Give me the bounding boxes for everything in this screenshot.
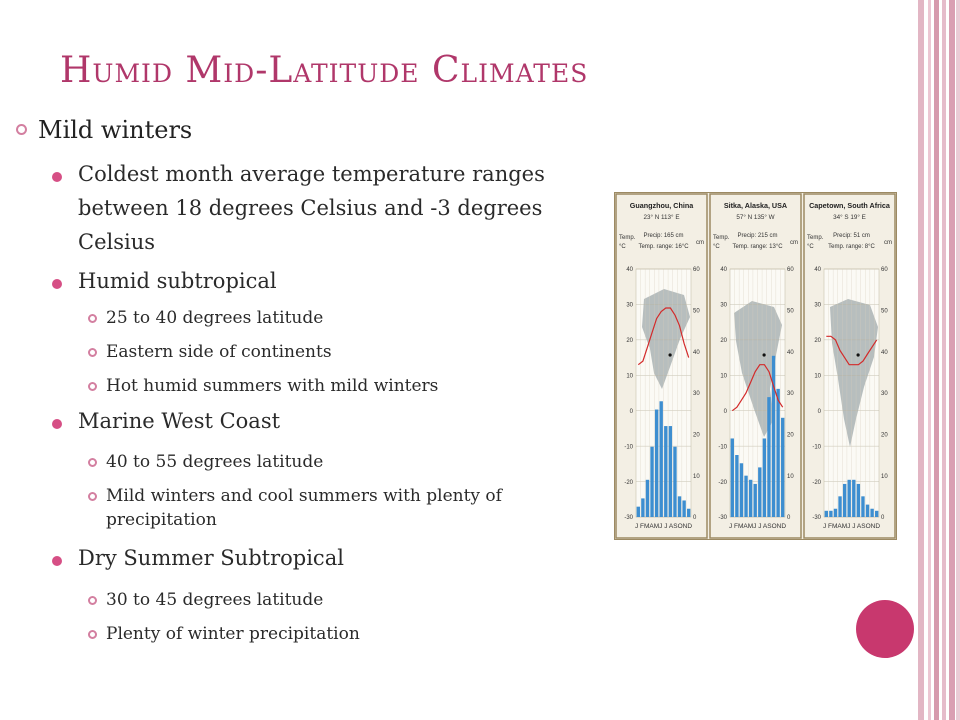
station-coords: 34° S 19° E xyxy=(833,214,866,221)
precip-tick-label: 60 xyxy=(787,267,794,274)
temp-tick-label: 40 xyxy=(720,267,727,274)
bullet-ring xyxy=(88,630,97,639)
precip-tick-label: 50 xyxy=(881,308,888,315)
precip-tick-label: 30 xyxy=(693,391,700,398)
sub-item: 40 to 55 degrees latitude xyxy=(106,452,324,472)
bullet-ring xyxy=(88,596,97,605)
precip-axis-unit: cm xyxy=(884,240,892,246)
temp-tick-label: -10 xyxy=(718,444,727,451)
precip-bar xyxy=(682,500,685,517)
dry-summer-subtropical-label: Dry Summer Subtropical xyxy=(78,546,344,570)
precip-tick-label: 20 xyxy=(693,432,700,439)
temp-axis-unit: °C xyxy=(619,244,626,250)
precip-bar xyxy=(731,438,734,517)
bullet-dot xyxy=(52,556,62,566)
humid-subtropical-label: Humid subtropical xyxy=(78,269,277,293)
precip-tick-label: 10 xyxy=(881,473,888,480)
precip-tick-label: 50 xyxy=(693,308,700,315)
precip-bar xyxy=(870,509,873,517)
precip-bar xyxy=(669,426,672,517)
temp-tick-label: 20 xyxy=(720,338,727,345)
edge-stripe xyxy=(942,0,946,720)
precip-bar xyxy=(655,410,658,517)
temp-tick-label: 40 xyxy=(626,267,633,274)
precip-tick-label: 30 xyxy=(881,391,888,398)
station-temp-range: Temp. range: 8°C xyxy=(828,244,875,250)
edge-stripe xyxy=(928,0,931,720)
precip-bar xyxy=(749,480,752,517)
temp-tick-label: -20 xyxy=(812,479,821,486)
edge-stripe xyxy=(918,0,924,720)
precip-bar xyxy=(641,498,644,517)
precip-tick-label: 30 xyxy=(787,391,794,398)
temp-axis-label: Temp. xyxy=(713,235,730,241)
precip-bar xyxy=(776,389,779,517)
bullet-ring xyxy=(88,458,97,467)
precip-bar xyxy=(678,496,681,517)
temp-axis-label: Temp. xyxy=(619,235,636,241)
precip-bar xyxy=(758,467,761,517)
temp-tick-label: 10 xyxy=(720,373,727,380)
precip-bar xyxy=(781,418,784,517)
precip-bar xyxy=(843,484,846,517)
coldest-month-text: Coldest month average temperature ranges between 18 degrees Celsius and -3 degrees Celsius xyxy=(78,162,545,254)
station-temp-range: Temp. range: 16°C xyxy=(638,244,689,250)
precip-bar xyxy=(852,480,855,517)
precip-bar xyxy=(848,480,851,517)
precip-bar xyxy=(861,496,864,517)
climographs-figure xyxy=(614,192,897,540)
precip-bar xyxy=(829,511,832,517)
temp-tick-label: -20 xyxy=(624,479,633,486)
precip-bar xyxy=(740,463,743,517)
sub-item: 25 to 40 degrees latitude xyxy=(106,308,324,328)
station-marker xyxy=(669,353,672,356)
station-name: Guangzhou, China xyxy=(629,201,694,210)
station-coords: 57° N 135° W xyxy=(736,214,775,221)
bullet-ring xyxy=(88,348,97,357)
month-labels: J FMAMJ J ASOND xyxy=(634,523,693,530)
temp-tick-label: 30 xyxy=(626,302,633,309)
month-labels: J FMAMJ J ASOND xyxy=(728,523,787,530)
slide-title: Humid Mid-Latitude Climates xyxy=(60,50,589,91)
month-labels: J FMAMJ J ASOND xyxy=(822,523,881,530)
precip-bar xyxy=(687,509,690,517)
precip-bar xyxy=(664,426,667,517)
edge-stripe xyxy=(956,0,960,720)
temp-tick-label: 30 xyxy=(814,302,821,309)
marine-west-coast-label: Marine West Coast xyxy=(78,409,281,433)
bullet-ring xyxy=(16,124,27,135)
precip-bar xyxy=(763,438,766,517)
temp-tick-label: 20 xyxy=(626,338,633,345)
temp-tick-label: -10 xyxy=(812,444,821,451)
temp-tick-label: -30 xyxy=(812,515,821,522)
sub-item: Plenty of winter precipitation xyxy=(106,624,360,644)
temp-tick-label: 0 xyxy=(629,408,633,415)
temp-axis-unit: °C xyxy=(807,244,814,250)
temp-tick-label: 20 xyxy=(814,338,821,345)
temp-axis-label: Temp. xyxy=(807,235,824,241)
precip-tick-label: 40 xyxy=(787,349,794,356)
temp-tick-label: 10 xyxy=(814,373,821,380)
temp-tick-label: -20 xyxy=(718,479,727,486)
sub-item: Hot humid summers with mild winters xyxy=(106,376,439,396)
temp-tick-label: -30 xyxy=(718,515,727,522)
bullet-dot xyxy=(52,279,62,289)
precip-bar xyxy=(838,496,841,517)
precip-bar xyxy=(646,480,649,517)
precip-bar xyxy=(650,447,653,517)
bullet-ring xyxy=(88,314,97,323)
precip-tick-label: 0 xyxy=(693,515,697,522)
heading-mild-winters: Mild winters xyxy=(38,116,193,144)
station-precip: Precip: 51 cm xyxy=(833,233,870,239)
precip-bar xyxy=(866,505,869,517)
precip-bar xyxy=(825,511,828,517)
precip-bar xyxy=(744,476,747,517)
temp-tick-label: 0 xyxy=(723,408,727,415)
station-name: Capetown, South Africa xyxy=(809,201,890,210)
temp-tick-label: 30 xyxy=(720,302,727,309)
temp-tick-label: 10 xyxy=(626,373,633,380)
precip-bar xyxy=(875,511,878,517)
precip-bar xyxy=(767,397,770,517)
station-name: Sitka, Alaska, USA xyxy=(723,201,788,210)
edge-stripe xyxy=(949,0,955,720)
station-precip: Precip: 215 cm xyxy=(737,233,778,239)
temp-tick-label: -10 xyxy=(624,444,633,451)
precip-tick-label: 60 xyxy=(693,267,700,274)
temp-tick-label: -30 xyxy=(624,515,633,522)
edge-stripe xyxy=(934,0,939,720)
precip-tick-label: 10 xyxy=(787,473,794,480)
sub-item: Mild winters and cool summers with plenty of precipitation xyxy=(106,486,502,530)
precip-tick-label: 0 xyxy=(787,515,791,522)
precip-axis-unit: cm xyxy=(790,240,798,246)
precip-tick-label: 10 xyxy=(693,473,700,480)
precip-bar xyxy=(735,455,738,517)
temp-tick-label: 0 xyxy=(817,408,821,415)
precip-bar xyxy=(857,484,860,517)
bullet-ring xyxy=(88,492,97,501)
precip-bar xyxy=(772,356,775,517)
station-temp-range: Temp. range: 13°C xyxy=(732,244,783,250)
bullet-dot xyxy=(52,419,62,429)
station-precip: Precip: 165 cm xyxy=(643,233,684,239)
precip-tick-label: 0 xyxy=(881,515,885,522)
precip-tick-label: 60 xyxy=(881,267,888,274)
temp-axis-unit: °C xyxy=(713,244,720,250)
precip-tick-label: 50 xyxy=(787,308,794,315)
precip-bar xyxy=(754,484,757,517)
precip-tick-label: 20 xyxy=(787,432,794,439)
accent-circle xyxy=(856,600,914,658)
precip-tick-label: 40 xyxy=(881,349,888,356)
precip-bar xyxy=(660,401,663,517)
precip-bar xyxy=(637,507,640,517)
station-marker xyxy=(763,353,766,356)
station-coords: 23° N 113° E xyxy=(643,214,680,221)
precip-bar xyxy=(834,509,837,517)
precip-tick-label: 20 xyxy=(881,432,888,439)
precip-bar xyxy=(673,447,676,517)
sub-item: 30 to 45 degrees latitude xyxy=(106,590,324,610)
precip-axis-unit: cm xyxy=(696,240,704,246)
bullet-ring xyxy=(88,382,97,391)
station-marker xyxy=(857,353,860,356)
precip-tick-label: 40 xyxy=(693,349,700,356)
bullet-dot xyxy=(52,172,62,182)
sub-item: Eastern side of continents xyxy=(106,342,332,362)
temp-tick-label: 40 xyxy=(814,267,821,274)
